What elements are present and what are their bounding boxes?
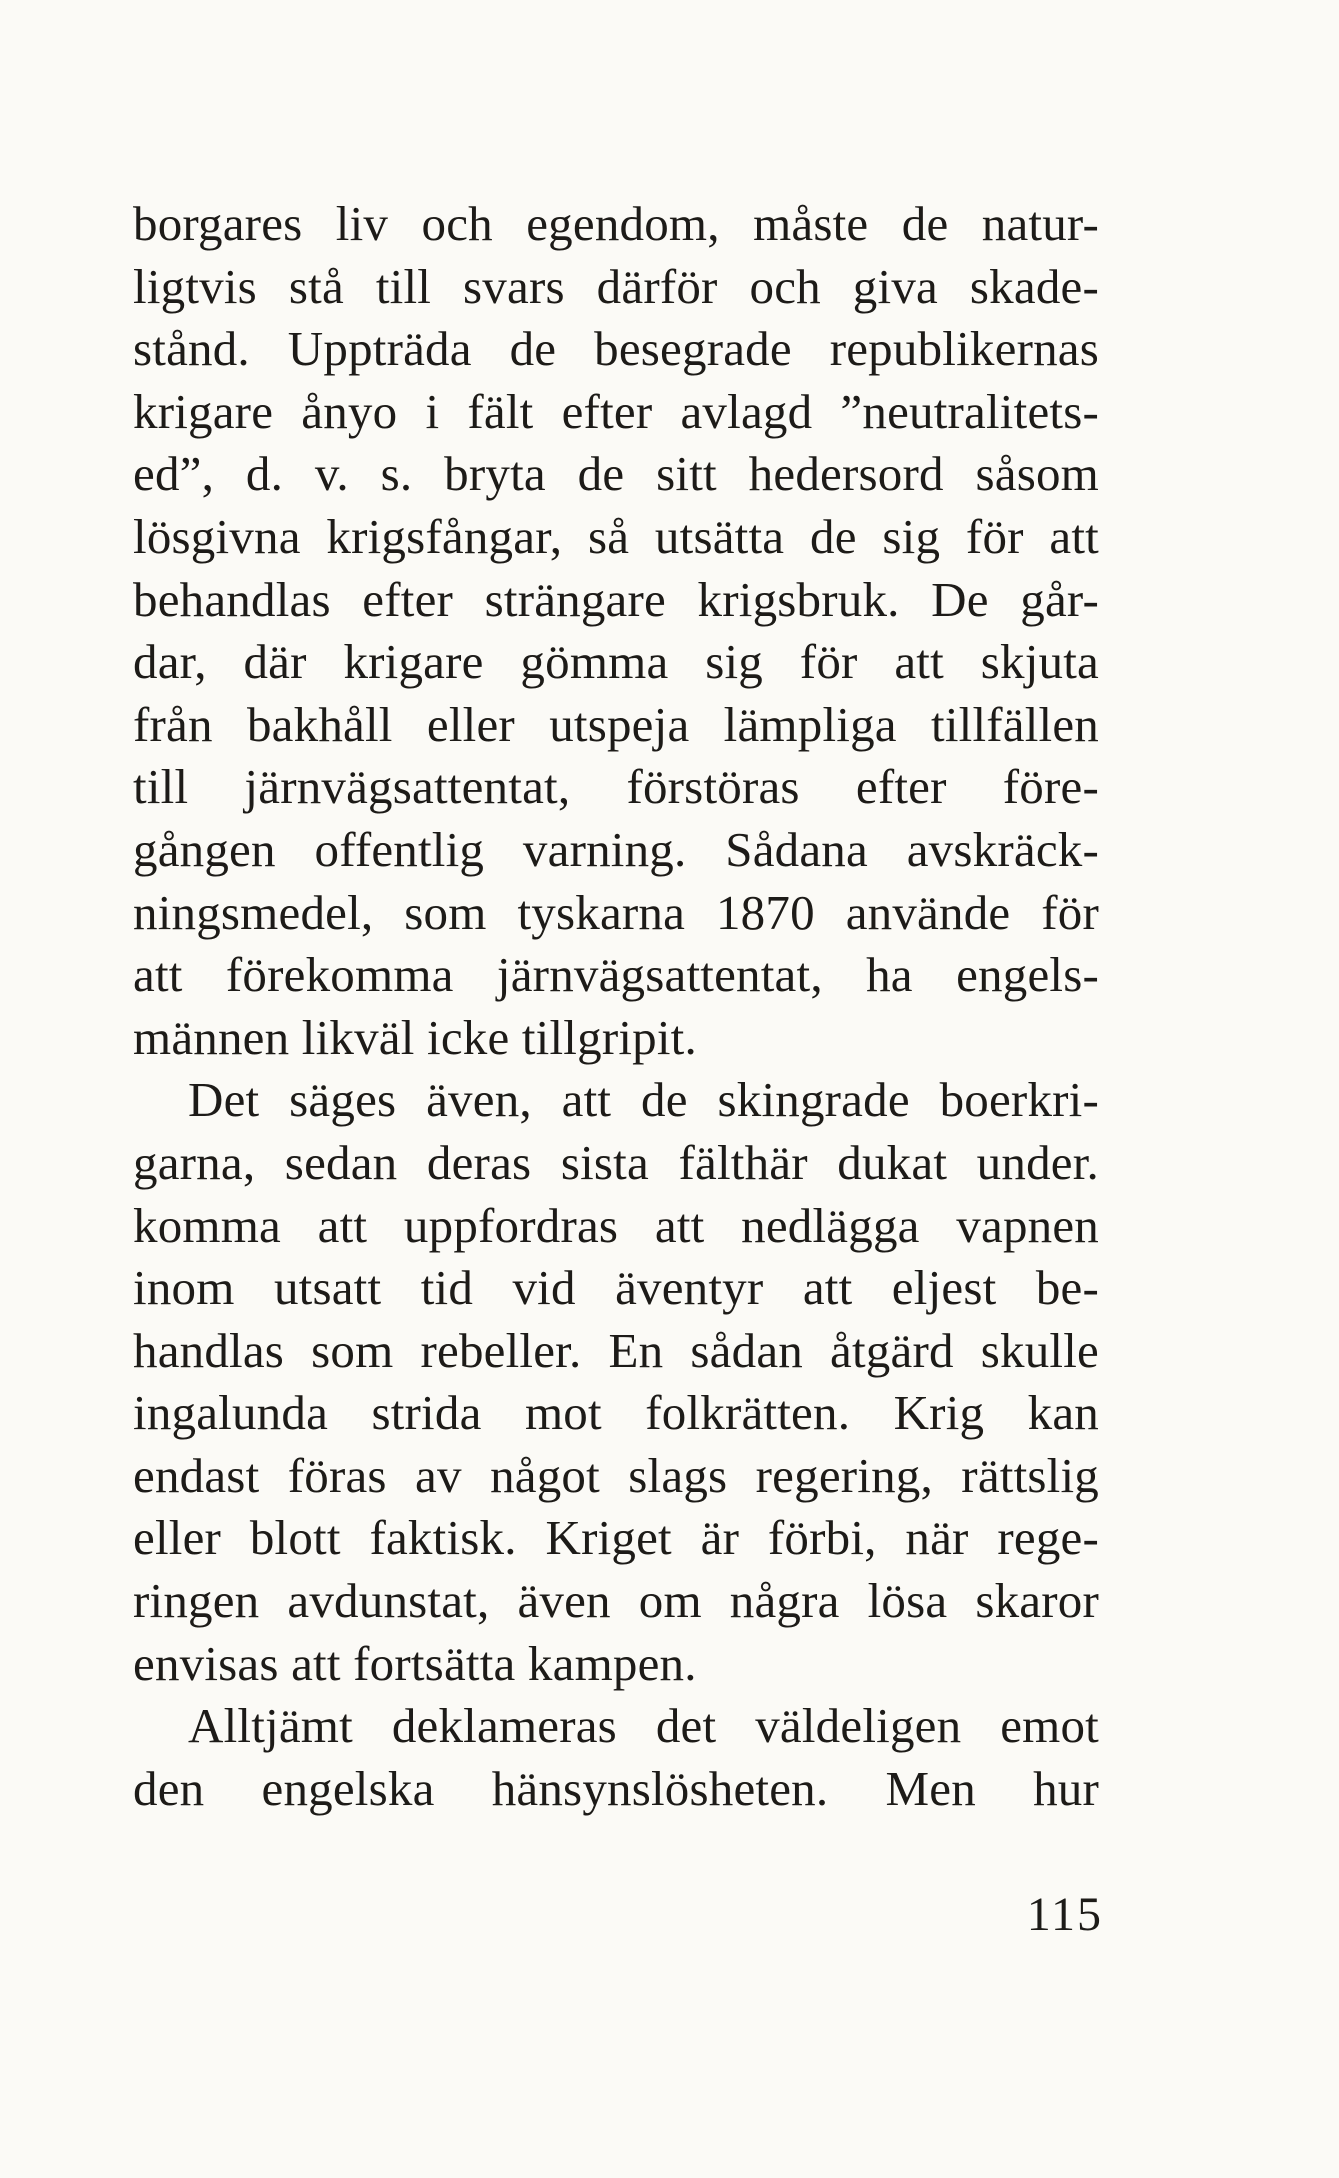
text-line: eller blott faktisk. Kriget är förbi, när rege- [133, 1510, 1099, 1566]
text-line: behandlas efter strängare krigsbruk. De går- [133, 571, 1099, 627]
text-line: stånd. Uppträda de besegrade republikernas [133, 321, 1099, 377]
text-line: gången offentlig varning. Sådana avskräck- [133, 821, 1099, 877]
text-line: inom utsatt tid vid äventyr att eljest be- [133, 1260, 1099, 1316]
text-line: ingalunda strida mot folkrätten. Krig kan [133, 1385, 1099, 1441]
text-line: ningsmedel, som tyskarna 1870 använde för [133, 884, 1099, 940]
text-line: Det säges även, att de skingrade boerkri- [188, 1072, 1099, 1128]
paragraph-2 [133, 1069, 1099, 1695]
paragraph-1 [133, 193, 1099, 1069]
text-line: garna, sedan deras sista fälthär dukat under. [133, 1134, 1099, 1190]
text-line: dar, där krigare gömma sig för att skjuta [133, 634, 1099, 690]
text-line: komma att uppfordras att nedlägga vapnen [133, 1197, 1099, 1253]
text-line: den engelska hänsynslösheten. Men hur [133, 1760, 1099, 1816]
text-line: krigare ånyo i fält efter avlagd ”neutralitets- [133, 383, 1099, 439]
text-line: lösgivna krigsfångar, så utsätta de sig för att [133, 508, 1099, 564]
page-number: 115 [1026, 1888, 1103, 1941]
text-line: borgares liv och egendom, måste de natur- [133, 196, 1099, 251]
body-text [133, 193, 1099, 1820]
text-line: handlas som rebeller. En sådan åtgärd skulle [133, 1322, 1099, 1378]
text-line: envisas att fortsätta kampen. [133, 1635, 697, 1691]
text-line: att förekomma järnvägsattentat, ha engels- [133, 947, 1099, 1003]
text-line: männen likväl icke tillgripit. [133, 1009, 697, 1065]
paragraph-3 [133, 1695, 1099, 1820]
text-line: ed”, d. v. s. bryta de sitt hedersord såsom [133, 446, 1099, 502]
text-line: Alltjämt deklameras det väldeligen emot [188, 1698, 1099, 1754]
text-line: ringen avdunstat, även om några lösa skaror [133, 1573, 1099, 1629]
text-line: endast föras av något slags regering, rättslig [133, 1447, 1099, 1503]
text-line: ligtvis stå till svars därför och giva skade- [133, 258, 1099, 314]
text-line: från bakhåll eller utspeja lämpliga tillfällen [133, 696, 1099, 752]
text-line: till järnvägsattentat, förstöras efter före- [133, 759, 1099, 815]
